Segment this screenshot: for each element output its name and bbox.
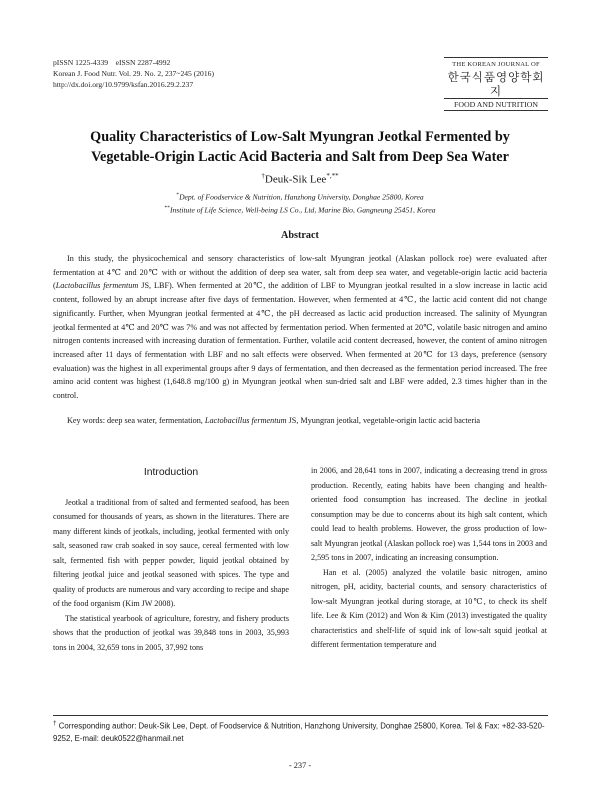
title-line-2: Vegetable-Origin Lactic Acid Bacteria and Salt from Deep Sea Water	[91, 149, 509, 165]
logo-top-rule	[444, 57, 548, 58]
journal-logo	[444, 57, 548, 111]
abstract-heading: Abstract	[281, 230, 319, 241]
author-sup: *,**	[326, 172, 339, 180]
affiliation-2-text: Institute of Life Science, Well-being LS Co., Ltd, Marine Bio, Gangneung 25451, Korea	[169, 205, 436, 215]
doi-link[interactable]: http://dx.doi.org/10.9799/ksfan.2016.29.2.237	[53, 80, 194, 89]
citation-block	[53, 57, 214, 90]
column-left	[53, 466, 289, 655]
abstract-text-b: JS, LBF). When fermented at 20℃, the addition of LBF to Myungran jeotkal resulted in a slow increase in lactic acid content, followed by an abrupt increase after five days of fermentation. However, when fermented at 4℃, the lactic acid content did not change significantly. Further, when Myungran jeotkal fermented at 4℃, the pH decreased as lactic acid production increased. The salinity of Myungran jeotkal fermented at 4℃ and 20℃ was 7% and was not affected by fermentation period. When fermented at 20℃, volatile basic nitrogen and amino nitrogen contents increased with increasing duration of fermentation. Further, volatile acid content decreased, however, the content of amino nitrogen increased after 11 days of fermentation with LBF and no salt effects were observed. When fermented at 20℃ for 13 days, preference (sensory evaluation) was the highest in all experimental groups after 9 days of fermentation, and then decreased as the fermentation period increased. The free amino acid content was highest (1,648.8 mg/100 g) in Myungran jeotkal when sun-dried salt and LBF were added, 2.3 times higher than in the control.	[53, 281, 548, 401]
citation-line: Korean J. Food Nutr. Vol. 29. No. 2, 237~245 (2016)	[53, 69, 214, 78]
affiliation-1-text: Dept. of Foodservice & Nutrition, Hanzhong University, Donghae 25800, Korea	[179, 192, 424, 202]
intro-paragraph-2: The statistical yearbook of agriculture, forestry, and fishery products shows that the production of jeotkal was 39,848 tons in 2003, 35,993 tons in 2004, 32,659 tons in 2005, 37,992 tons	[53, 613, 289, 652]
keywords-rest: JS, Myungran jeotkal, vegetable-origin lactic acid bacteria	[286, 416, 481, 425]
logo-bottom-rule	[444, 110, 548, 111]
abstract-text-a: In this study, the physicochemical and sensory characteristics of low-salt Myungran jeotkal (Alaskan pollock roe) were evaluated after fermentation at 4℃ and 20℃ with or without the addition of deep sea water, salt from deep sea water, and vegetable-origin lactic acid bacteria (	[53, 254, 547, 291]
page-number: - 237 -	[288, 761, 312, 770]
keywords-label: Key words: deep sea water, fermentation,	[67, 416, 205, 425]
paper-title	[60, 127, 540, 167]
abstract-species: Lactobacillus fermentum	[55, 281, 139, 291]
affiliation-2	[0, 203, 600, 216]
introduction-heading: Introduction	[143, 467, 199, 478]
journal-name-en: THE KOREAN JOURNAL OF	[452, 61, 540, 68]
keywords-species: Lactobacillus fermentum	[204, 416, 287, 425]
intro-paragraph-1: Jeotkal a traditional from of salted and fermented seafood, has been consumed for thousands of years, as shown in the literatures. There are many different kinds of jeotkals, including, jeotkal fermented with only salt, seasoned raw crab soaked in soy sauce, cereal fermented with low salt, fermented fish with pepper powder, liquid jeotkal obtained by filtering jeotkal juice and jeotkal seasoned with spices. The type and quality of products are numerous and vary according to recipe and shape of the food organism (Kim JW 2008).	[53, 497, 289, 608]
issn-line: pISSN 1225-4339 eISSN 2287-4992	[53, 58, 171, 67]
footnote-rule	[53, 715, 548, 716]
journal-subtitle: FOOD AND NUTRITION	[453, 100, 539, 109]
author-name: Deuk-Sik Lee	[264, 173, 327, 186]
affiliation-1	[0, 190, 600, 203]
affiliation-2-mark: **	[164, 204, 170, 211]
corresponding-footnote	[53, 718, 548, 745]
footnote-mark: †	[53, 720, 57, 727]
abstract-body	[53, 252, 547, 403]
intro-paragraph-4: Han et al. (2005) analyzed the volatile basic nitrogen, amino nitrogen, pH, acidity, bacterial counts, and sensory characteristics of low-salt Myungran jeotkal during storage, at 10℃, to check its shelf life. Lee & Kim (2012) and Won & Kim (2013) investigated the quality characteristics and shelf-life of squid ink of low-salt squid jeotkal at different fermentation temperature and	[311, 567, 547, 649]
affiliations	[0, 190, 600, 215]
intro-paragraph-3: in 2006, and 28,641 tons in 2007, indicating a decreasing trend in gross production. Recently, eating habits have been changing and health-oriented food consumption has increased. The decline in jeotkal consumption may be due to concerns about its high salt content, which could lead to health problems. However, the gross production of low-salt Myungran jeotkal (Alaskan pollock roe) was 1,544 tons in 2003 and 2,595 tons in 2007, indicating an increasing consumption.	[311, 466, 547, 562]
journal-name-ko: 한국식품영양학회지	[447, 70, 545, 98]
footnote-text: Corresponding author: Deuk-Sik Lee, Dept. of Foodservice & Nutrition, Hanzhong University, Donghae 25800, Korea. Tel & Fax: +82-33-520-9252, E-mail: deuk0522@hanmail.net	[53, 721, 545, 743]
author-line	[0, 172, 600, 186]
column-right	[311, 464, 547, 653]
keywords	[53, 414, 547, 428]
affiliation-1-mark: *	[176, 192, 180, 198]
title-line-1: Quality Characteristics of Low-Salt Myungran Jeotkal Fermented by	[90, 129, 510, 145]
author-mark: †	[261, 172, 265, 180]
